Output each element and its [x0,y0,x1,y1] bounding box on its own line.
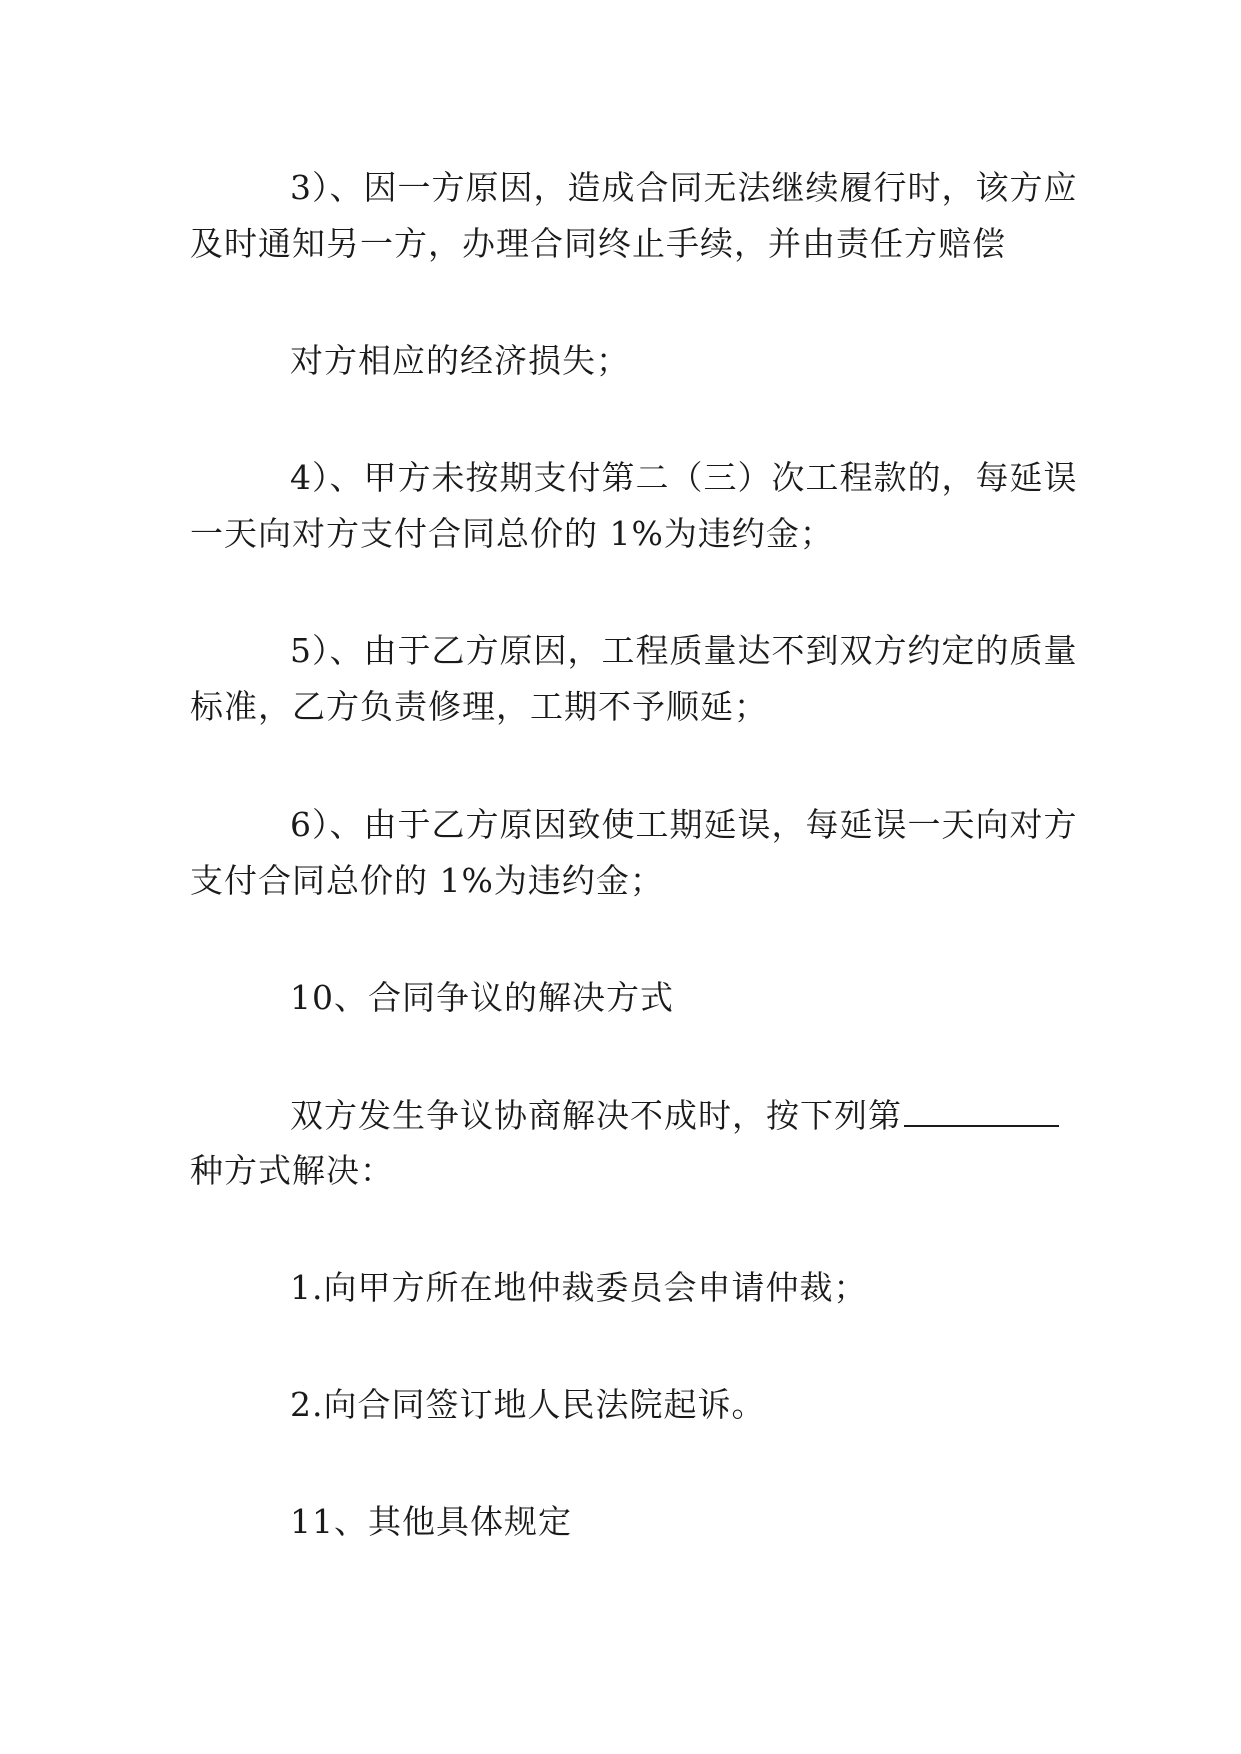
option-2: 2.向合同签订地人民法院起诉。 [290,1385,766,1424]
dispute-line-2: 种方式解决： [190,1151,394,1190]
section-10-heading: 10、合同争议的解决方式 [290,978,674,1017]
clause-4-line-1: 4）、甲方未按期支付第二（三）次工程款的，每延误 [290,458,1078,497]
section-11-heading: 11、其他具体规定 [290,1502,572,1541]
clause-3-line-2: 及时通知另一方，办理合同终止手续，并由责任方赔偿 [190,224,1006,263]
clause-5-line-2: 标准，乙方负责修理，工期不予顺延； [190,687,768,726]
clause-6-line-1: 6）、由于乙方原因致使工期延误，每延误一天向对方 [290,805,1078,844]
clause-4-line-2: 一天向对方支付合同总价的 1%为违约金； [190,514,834,553]
dispute-line-1-text: 双方发生争议协商解决不成时，按下列第 [290,1096,902,1135]
clause-3-continuation: 对方相应的经济损失； [290,341,630,380]
option-1: 1.向甲方所在地仲裁委员会申请仲裁； [290,1268,868,1307]
clause-3-line-1: 3）、因一方原因，造成合同无法继续履行时，该方应 [290,168,1078,207]
dispute-line-1 [290,1095,1059,1136]
clause-5-line-1: 5）、由于乙方原因，工程质量达不到双方约定的质量 [290,631,1078,670]
fill-in-blank [904,1095,1059,1127]
clause-6-line-2: 支付合同总价的 1%为违约金； [190,861,664,900]
